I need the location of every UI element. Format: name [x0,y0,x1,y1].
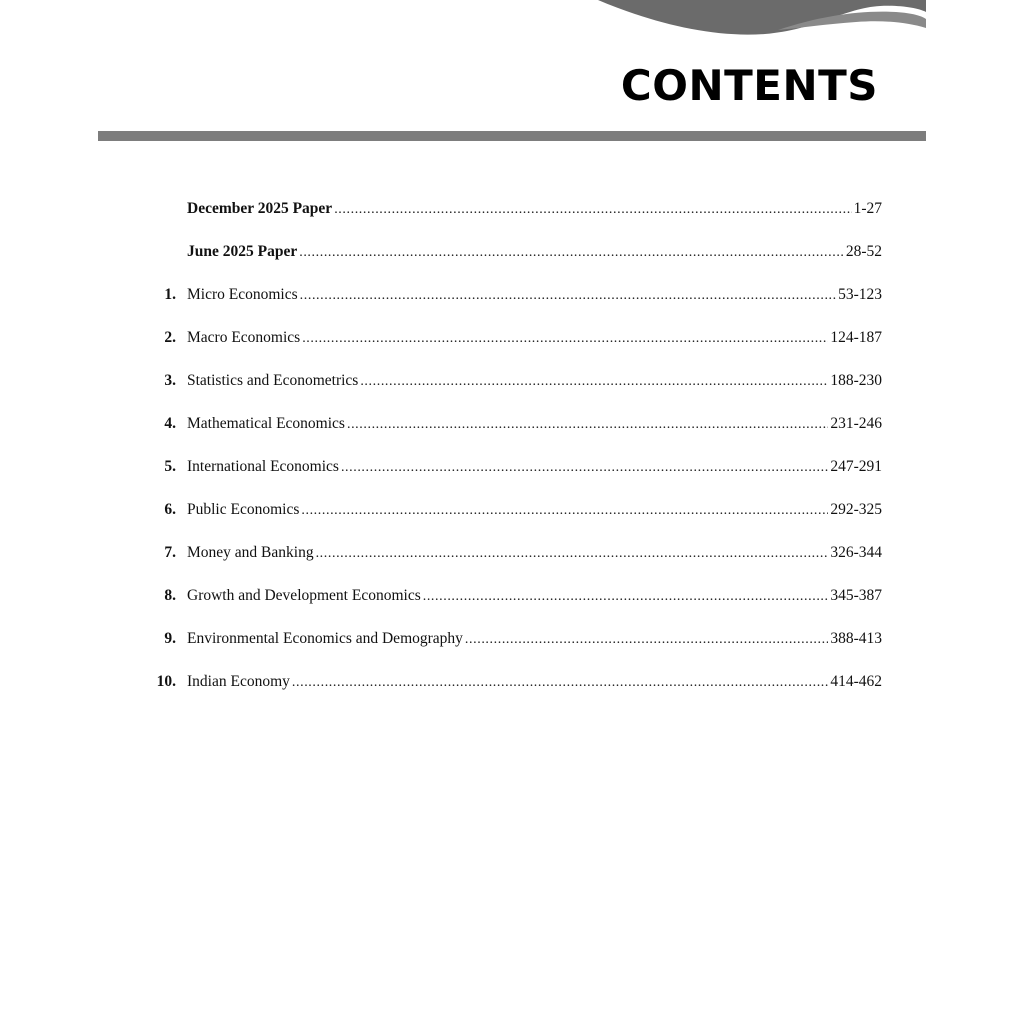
toc-title: June 2025 Paper [187,243,298,260]
dot-leader [299,245,844,261]
toc-row-chapter-2[interactable] [140,329,882,372]
toc-title: Growth and Development Economics [187,587,421,604]
toc-page-range: 345-387 [830,587,882,604]
dot-leader [300,288,836,304]
toc-title: Statistics and Econometrics [187,372,359,389]
toc-number: 5. [164,458,176,475]
toc-title: December 2025 Paper [187,200,333,217]
toc-row-chapter-8[interactable] [140,587,882,630]
dot-leader [292,675,828,691]
toc-number: 6. [164,501,176,518]
dot-leader [301,503,828,519]
toc-page-range: 414-462 [830,673,882,690]
toc-row-chapter-5[interactable] [140,458,882,501]
toc-page-range: 1-27 [853,200,882,217]
toc-number: 10. [156,673,176,690]
dot-leader [302,331,828,347]
toc-page-range: 188-230 [830,372,882,389]
toc-page-range: 292-325 [830,501,882,518]
toc-row-chapter-9[interactable] [140,630,882,673]
toc-title: Micro Economics [187,286,298,303]
toc-title: International Economics [187,458,339,475]
dot-leader [360,374,828,390]
toc-title: Money and Banking [187,544,314,561]
toc-page-range: 28-52 [845,243,882,260]
toc-page-range: 231-246 [830,415,882,432]
toc-row-chapter-7[interactable] [140,544,882,587]
toc-number: 4. [164,415,176,432]
toc-row-june-2025-paper[interactable] [140,243,882,286]
toc-number: 8. [164,587,176,604]
dot-leader [347,417,828,433]
toc-number: 7. [164,544,176,561]
toc-page-range: 53-123 [838,286,882,303]
toc-page-range: 326-344 [830,544,882,561]
toc-title: Mathematical Economics [187,415,345,432]
toc-page-range: 124-187 [830,329,882,346]
toc-title: Macro Economics [187,329,301,346]
toc-row-chapter-10[interactable] [140,673,882,716]
toc-row-chapter-6[interactable] [140,501,882,544]
toc-page-range: 388-413 [830,630,882,647]
dot-leader [465,632,828,648]
decorative-wave-graphic [560,0,930,40]
table-of-contents [140,200,882,716]
toc-title: Indian Economy [187,673,290,690]
toc-number: 2. [164,329,176,346]
toc-title: Public Economics [187,501,300,518]
dot-leader [341,460,828,476]
dot-leader [423,589,829,605]
toc-row-chapter-3[interactable] [140,372,882,415]
toc-page-range: 247-291 [830,458,882,475]
toc-number: 3. [164,372,176,389]
toc-number: 9. [164,630,176,647]
toc-row-december-2025-paper[interactable] [140,200,882,243]
toc-number: 1. [164,286,176,303]
page-title: CONTENTS [620,61,878,110]
toc-row-chapter-4[interactable] [140,415,882,458]
toc-row-chapter-1[interactable] [140,286,882,329]
title-divider [98,131,926,141]
toc-title: Environmental Economics and Demography [187,630,463,647]
dot-leader [316,546,829,562]
dot-leader [334,202,851,218]
